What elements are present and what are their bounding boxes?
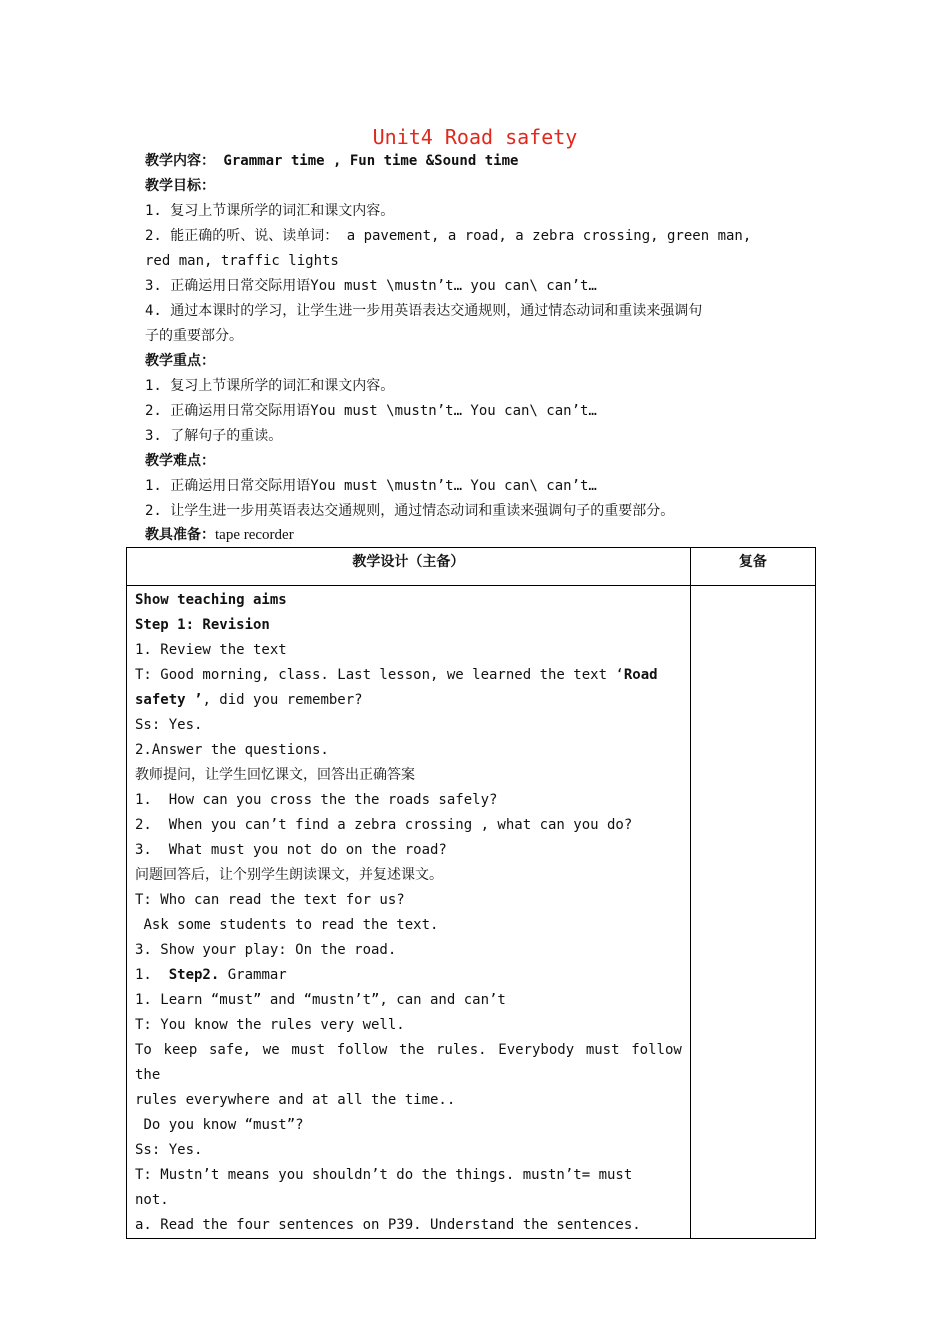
design-line: Show teaching aims — [135, 592, 287, 608]
goal-item: 3. 正确运用日常交际用语You must \mustn’t… you can\ can’t… — [145, 278, 597, 294]
goal-item: 子的重要部分。 — [145, 328, 243, 344]
difficulty-item: 2. 让学生进一步用英语表达交通规则，通过情态动词和重读来强调句子的重要部分。 — [145, 503, 675, 519]
design-content-cell — [127, 586, 691, 1239]
tools-line — [145, 523, 815, 548]
goal-item: 2. 能正确的听、说、读单词： a pavement, a road, a zebra crossing, green man, — [145, 228, 752, 244]
design-line: T: You know the rules very well. — [135, 1017, 405, 1033]
document-title: Unit4 Road safety — [372, 125, 578, 149]
design-header: 教学设计（主备） — [127, 548, 691, 586]
design-line: T: Mustn’t means you shouldn’t do the things. mustn’t= must — [135, 1167, 633, 1183]
content-label: 教学内容： — [145, 153, 215, 169]
goal-item: 1. 复习上节课所学的词汇和课文内容。 — [145, 203, 395, 219]
design-line: 教师提问，让学生回忆课文，回答出正确答案 — [135, 767, 415, 783]
design-line: rules everywhere and at all the time.. — [135, 1092, 456, 1108]
key-point-item: 3. 了解句子的重读。 — [145, 428, 283, 444]
design-line: 1. Review the text — [135, 642, 287, 658]
design-line: Do you know “must”? — [135, 1117, 304, 1133]
design-line: T: Who can read the text for us? — [135, 892, 405, 908]
key-point-item: 2. 正确运用日常交际用语You must \mustn’t… You can\ can’t… — [145, 403, 597, 419]
design-line: Ss: Yes. — [135, 1142, 203, 1158]
emphasis-text: safety ’ — [135, 692, 203, 708]
design-line: 2.Answer the questions. — [135, 742, 329, 758]
emphasis-text: Road — [623, 667, 658, 683]
design-line: not. — [135, 1192, 169, 1208]
design-line: 问题回答后，让个别学生朗读课文，并复述课文。 — [135, 867, 443, 883]
design-line: T: Good morning, class. Last lesson, we learned the text ‘Road — [135, 667, 658, 683]
design-line: 1. Step2. Grammar — [135, 967, 287, 983]
tools-label: 教具准备： — [145, 527, 215, 543]
goals-label: 教学目标： — [145, 178, 215, 194]
review-content-cell — [690, 586, 815, 1239]
goal-item: 4. 通过本课时的学习，让学生进一步用英语表达交通规则，通过情态动词和重读来强调句 — [145, 303, 703, 319]
difficulties-label: 教学难点： — [145, 453, 215, 469]
design-line: 1. Learn “must” and “mustn’t”, can and can’t — [135, 992, 506, 1008]
content-value: Grammar time , Fun time &Sound time — [215, 153, 519, 169]
design-line: To keep safe, we must follow the rules. Everybody must follow the — [135, 1042, 682, 1083]
design-line: 3. What must you not do on the road? — [135, 842, 447, 858]
table-header-row — [127, 548, 816, 586]
design-line: 1. How can you cross the the roads safely? — [135, 792, 498, 808]
design-line: 2. When you can’t find a zebra crossing , what can you do? — [135, 817, 633, 833]
emphasis-text: Step2. — [168, 967, 220, 983]
goal-item: red man, traffic lights — [145, 253, 339, 269]
content-line — [145, 149, 815, 174]
difficulty-item: 1. 正确运用日常交际用语You must \mustn’t… You can\ can’t… — [145, 478, 597, 494]
design-line: Ss: Yes. — [135, 717, 203, 733]
design-line: 3. Show your play: On the road. — [135, 942, 397, 958]
table-body-row — [127, 586, 816, 1239]
lesson-design-table — [126, 547, 816, 1239]
design-content — [127, 586, 690, 1238]
key-points-label: 教学重点： — [145, 353, 215, 369]
tools-value: tape recorder — [215, 527, 294, 543]
design-line: a. Read the four sentences on P39. Understand the sentences. — [135, 1217, 641, 1233]
review-header: 复备 — [690, 548, 815, 586]
design-line: Step 1: Revision — [135, 617, 270, 633]
key-point-item: 1. 复习上节课所学的词汇和课文内容。 — [145, 378, 395, 394]
design-line: Ask some students to read the text. — [135, 917, 439, 933]
design-line: safety ’, did you remember? — [135, 692, 363, 708]
